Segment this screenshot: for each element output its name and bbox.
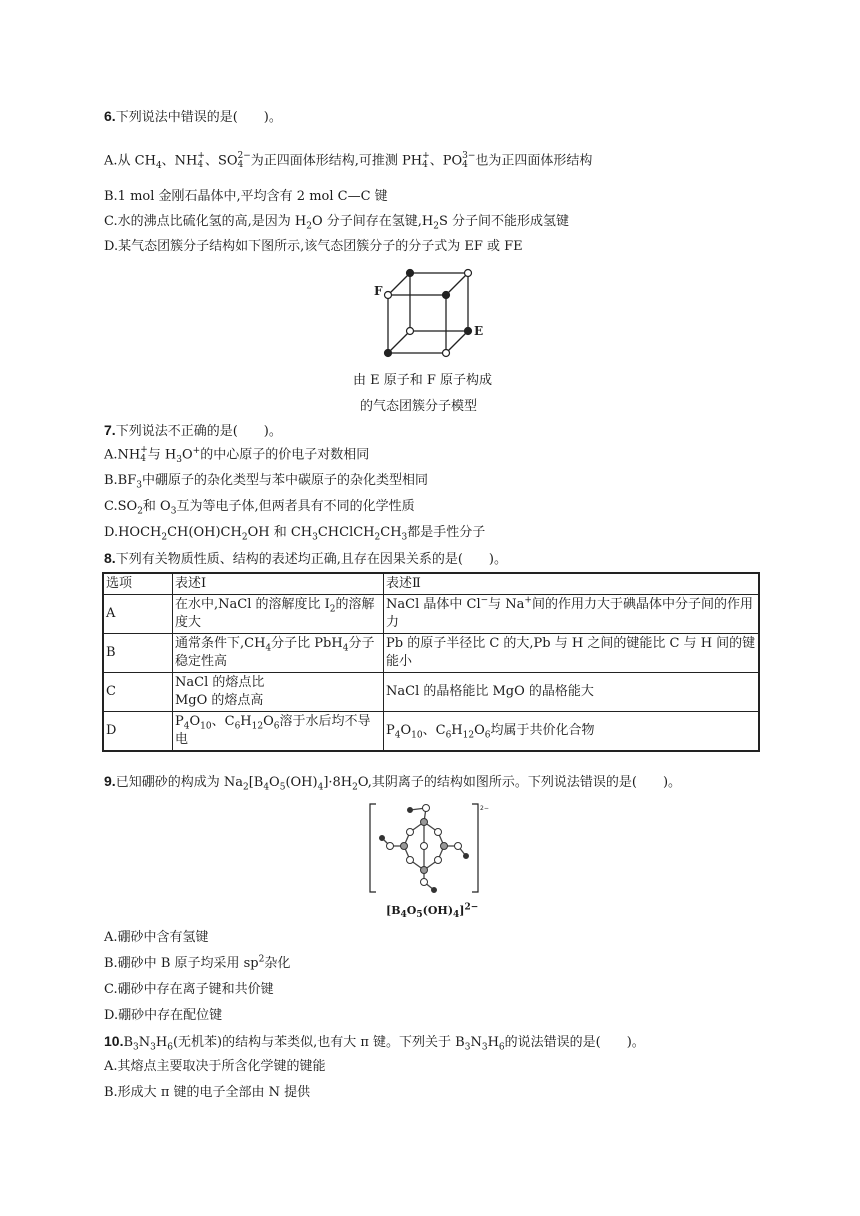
label-e: E	[474, 324, 484, 338]
q6-option-d: D.某气态团簇分子结构如下图所示,该气态团簇分子的分子式为 EF 或 FE	[104, 239, 523, 254]
row-statement-2: Pb 的原子半径比 C 的大,Pb 与 H 之间的键能比 C 与 H 间的键能小	[384, 634, 760, 673]
q9-option-d: D.硼砂中存在配位键	[104, 1008, 223, 1023]
header-statement-1: 表述Ⅰ	[173, 573, 384, 595]
row-statement-1: 通常条件下$,CH_4$分子比 PbH$_4$分子稳定性高	[173, 634, 384, 673]
q9-stem: 9.已知硼砂的构成为 $Na_2[B_4O_5(OH)_4]\cdot 8H_2O$,其阴离子的结构如图所示。下列说法错误的是( )。	[104, 773, 682, 793]
label-f: F	[374, 284, 383, 298]
row-statement-2: NaCl 晶体中 Cl−与 Na+间的作用力大于碘晶体中分子间的作用力	[384, 595, 760, 634]
q6-stem: 6.下列说法中错误的是( )。	[104, 108, 282, 125]
header-statement-2: 表述Ⅱ	[384, 573, 760, 595]
table-row	[103, 634, 759, 673]
borate-formula-caption: $[B_4O_5(OH)_4]^{2-}$	[386, 902, 479, 921]
figure-caption-line2: 的气态团簇分子模型	[360, 399, 478, 414]
borate-anion-figure	[368, 800, 496, 908]
row-statement-2: NaCl 的晶格能比 MgO 的晶格能大	[384, 673, 760, 712]
row-statement-2: $P_4O_{10}$、$C_6H_{12}O_6$均属于共价化合物	[384, 712, 760, 752]
bracket-charge: 2−	[480, 805, 489, 812]
row-key: C	[103, 673, 173, 712]
cluster-cube-figure	[370, 268, 500, 358]
row-statement-1: NaCl 的熔点比 MgO 的熔点高	[173, 673, 384, 712]
q7-stem: 7.下列说法不正确的是( )。	[104, 422, 282, 439]
q7-option-b: $B.BF_3$中硼原子的杂化类型与苯中碳原子的杂化类型相同	[104, 473, 429, 491]
q6-option-c: C.水的沸点比硫化氢的高,是因为 $H_2O$ 分子间存在氢键$,H_2S$ 分子间不能形成氢键	[104, 214, 569, 232]
row-key: B	[103, 634, 173, 673]
row-key: A	[103, 595, 173, 634]
q10-option-a: A.其熔点主要取决于所含化学键的键能	[104, 1059, 326, 1074]
q9-option-a: A.硼砂中含有氢键	[104, 930, 209, 945]
q6-option-a: A.从 $CH_4$、NH + 4 、SO 2− 4 为正四面体形结构,可推测 PH + 4 、PO 3− 4 也为正四面体形结构	[104, 151, 593, 172]
table-header-row	[103, 573, 759, 595]
q10-option-b: B.形成大 π 键的电子全部由 N 提供	[104, 1085, 311, 1100]
row-statement-1: $P_4O_{10}$、$C_6H_{12}O_6$溶于水后均不导电	[173, 712, 384, 752]
q7-option-d: $D.HOCH_2CH(OH)CH_2OH$ 和 $CH_3CHClCH_2CH_3$都是手性分子	[104, 525, 486, 543]
table-row	[103, 595, 759, 634]
q6-option-b: B.1 mol 金刚石晶体中,平均含有 2 mol C—C 键	[104, 189, 388, 204]
q7-option-a: A.NH + 4 与 $H_3O^+$的中心原子的价电子对数相同	[104, 445, 370, 466]
row-key: D	[103, 712, 173, 752]
header-option: 选项	[103, 573, 173, 595]
row-statement-1: 在水中,NaCl 的溶解度比 $I_2$的溶解度大	[173, 595, 384, 634]
q9-option-b: B.硼砂中 B 原子均采用 $sp^2$杂化	[104, 954, 291, 971]
q7-option-c: $C.SO_2$和 $O_3$互为等电子体,但两者具有不同的化学性质	[104, 499, 415, 517]
q8-stem: 8.下列有关物质性质、结构的表述均正确,且存在因果关系的是( )。	[104, 550, 507, 567]
table-row	[103, 673, 759, 712]
figure-caption-line1: 由 E 原子和 F 原子构成	[353, 373, 493, 388]
q10-stem: $10.B_3N_3H_6$(无机苯)的结构与苯类似,也有大 π 键。下列关于 $B_3N_3H_6$的说法错误的是( )。	[104, 1033, 645, 1053]
table-row	[103, 712, 759, 752]
q8-options-table	[102, 572, 760, 752]
q9-option-c: C.硼砂中存在离子键和共价键	[104, 982, 274, 997]
